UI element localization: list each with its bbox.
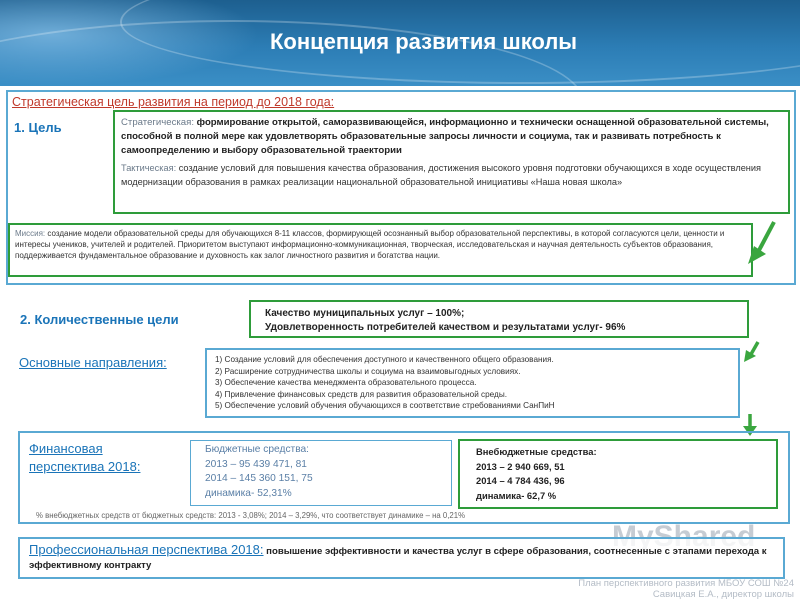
extra-dynamics: динамика- 62,7 % [476,489,557,501]
finance-label [29,440,140,476]
footer-line-1: План перспективного развития МБОУ СОШ №24 [578,578,794,589]
strategic-heading: Стратегическая цель развития на период до 2018 года: [12,95,335,109]
directions-box [205,348,740,418]
list-item: 1) Создание условий для обеспечения доступного и качественного общего образования. [215,355,554,364]
list-item: 4) Привлечение финансовых средств для развития образовательной среды. [215,389,507,399]
finance-note: % внебюджетных средств от бюджетных средств: 2013 - 3,08%; 2014 – 3,29%, что соответствует динамике – на 0,21% [36,511,466,520]
extra-2013: 2013 – 2 940 669, 51 [476,460,565,472]
quantitative-line-1: Качество муниципальных услуг – 100%; [265,308,465,319]
footer-line-2: Савицкая Е.А., директор школы [652,589,794,600]
directions-label: Основные направления: [19,355,167,370]
quantitative-line-2: Удовлетворенность потребителей качеством и результатами услуг- 96% [265,322,626,333]
professional-text: повышение эффективности и качества услуг в сфере образования, соотнесенные с этапами перехода к эффективному контракту [29,546,767,571]
footer [534,578,794,600]
list-item: 5) Обеспечение условий обучения обучающихся в соответствие стребованиями СанПиН [215,401,555,410]
extra-2014: 2014 – 4 784 436, 96 [476,475,565,486]
tactical-text: создание условий для повышения качества образования, достижения высокого уровня подготовки обучающихся в ходе осуществления модернизации образования в рамках реализации национальной образовательной инициативы «Наша новая школа» [121,163,761,187]
budget-2013: 2013 – 95 439 471, 81 [205,458,307,470]
list-item: 3) Обеспечение качества менеджмента образовательного процесса. [215,378,477,387]
mission-text: создание модели образовательной среды для обучающихся 8-11 классов, формирующей осознанный выбор образовательной перспективы, в которой согласуются цели, ценности и интересы учеников, учителей и родителей. Приоритетом выступают информационно-коммуникационная, творческая, исследовательская и научная деятельность субъектов образования, поддерживается фундаментальное образование и духовность как залог личностного развития и богатства нации. [15,229,725,260]
finance-label-line-1: Финансовая [29,441,103,456]
budget-title: Бюджетные средства: [205,444,309,455]
page-title: Концепция развития школы [270,29,578,54]
strategic-text: формирование открытой, саморазвивающейся, информационно и технически оснащенной образовательной системы, способной в полной мере как удовлетворять образовательные запросы личности и социума, так и развивать потребность к самоопределению и выбору образовательной траектории [121,117,769,156]
quantitative-box [249,300,749,338]
header-banner [0,0,800,86]
mission-box [8,223,753,277]
finance-label-line-2: перспектива 2018: [29,459,141,474]
extra-title: Внебюджетные средства: [476,446,597,457]
arrow-icon [740,340,764,364]
tactical-prefix: Тактическая: [121,163,177,173]
budget-2014: 2014 – 145 360 151, 75 [205,473,313,484]
strategy-box [113,110,790,214]
professional-label: Профессиональная перспектива 2018: [29,542,264,557]
professional-box [18,537,785,579]
arrow-icon [744,216,784,268]
budget-dynamics: динамика- 52,31% [205,487,292,499]
strategic-prefix: Стратегическая: [121,117,194,128]
mission-prefix: Миссия: [15,229,46,238]
directions-list [215,354,730,412]
goal-label: 1. Цель [14,120,62,135]
extra-budget-box [458,439,778,509]
quantitative-label: 2. Количественные цели [20,312,179,327]
list-item: 2) Расширение сотрудничества школы и социума на взаимовыгодных условиях. [215,366,521,376]
budget-box [190,440,452,506]
